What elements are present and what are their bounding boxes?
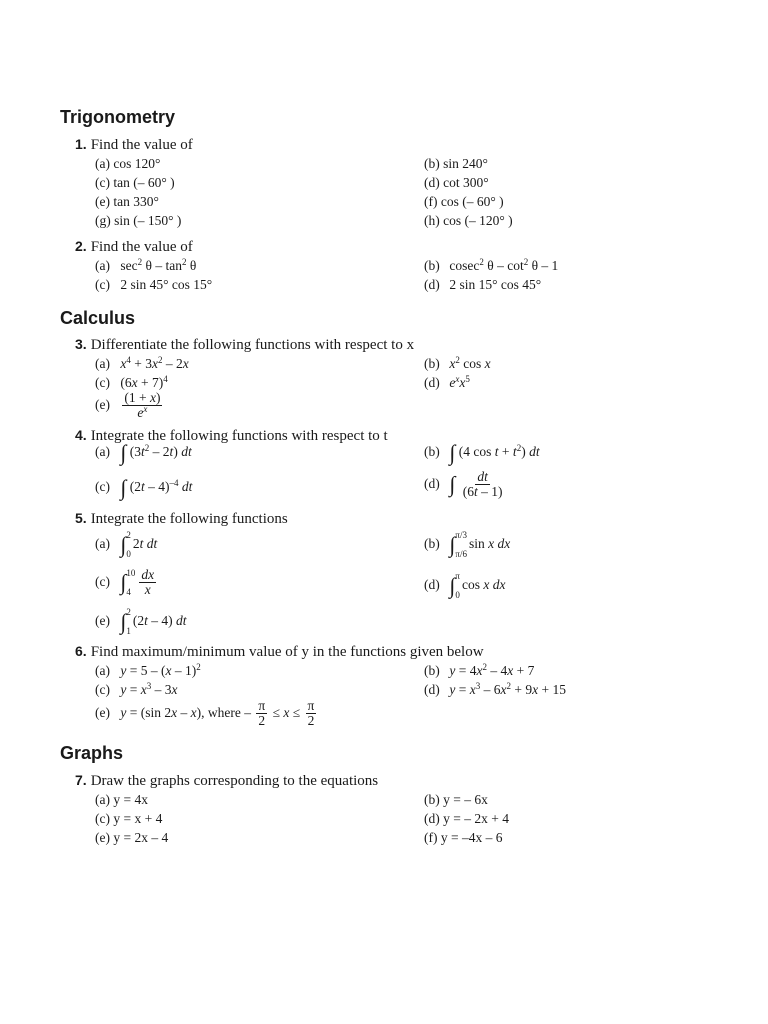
q1-item-g: (g) sin (– 150° ) xyxy=(95,213,182,228)
q4-item-a: (a) ∫ $(3t^2 - 2t)$ dt xyxy=(95,439,192,465)
q1-item-f: (f) cos (– 60° ) xyxy=(424,194,504,209)
q2-item-b: (b) cosec$^2$ θ – $\cot^2 \theta - 1$ xyxy=(424,257,559,273)
q3-item-b: (b) $x^2$ cos x xyxy=(424,355,491,371)
question-7: 7. Draw the graphs corresponding to the equations xyxy=(75,772,379,789)
q6-item-d: (d) $y = x^3 - 6x^2 + 9x + 15$ xyxy=(424,681,566,697)
q4-item-b: (b) ∫ (4 $\cos t + t^2$) dt xyxy=(424,439,540,465)
q7-item-a: (a) y = 4x xyxy=(95,792,148,807)
q1-item-c: (c) tan (– 60° ) xyxy=(95,175,175,190)
q6-item-b: (b) $y = 4x^2 - 4x + 7$ xyxy=(424,662,535,678)
q7-item-e: (e) y = 2x – 4 xyxy=(95,830,169,845)
q1-item-h: (h) cos (– 120° ) xyxy=(424,213,513,228)
q7-item-d: (d) y = – 2x + 4 xyxy=(424,811,509,826)
q2-item-a: (a) $\sec^2 \theta - \tan^2 \theta$ xyxy=(95,257,197,273)
q5-item-d: (d) ∫ π 0 cos x dx xyxy=(424,571,506,600)
question-6-text: Find maximum/minimum value of y in the functions given below xyxy=(90,644,484,660)
q5-item-b: (b) ∫ π/3 π/6 sin x dx xyxy=(424,530,511,559)
q7-item-c: (c) y = x + 4 xyxy=(95,811,163,826)
q4-item-c: (c) ∫ (2t – 4)$^{-4}$ dt xyxy=(95,474,193,500)
question-2-number: 2. xyxy=(75,238,87,254)
q1-item-d: (d) cot 300° xyxy=(424,175,489,190)
q1-item-b: (b) sin 240° xyxy=(424,156,488,171)
q5-item-a: (a) ∫ 2 0 2t dt xyxy=(95,530,158,559)
question-3-text: Differentiate the following functions with respect to x xyxy=(90,337,415,353)
question-1-text: Find the value of xyxy=(90,137,193,153)
q4-item-d: (d) ∫ $\frac{dt}{(6t - 1)}$ xyxy=(424,469,503,500)
q1-item-a: (a) cos 120° xyxy=(95,156,161,171)
question-3: 3. Differentiate the following functions with respect to x xyxy=(75,336,415,353)
question-6: 6. Find maximum/minimum value of y in the functions given below xyxy=(75,643,484,660)
q6-item-e: (e) y = (sin 2x – x), where – $\frac{\pi}{2}$ ≤ x ≤ $\frac{\pi}{2}$ xyxy=(95,698,315,729)
q6-item-c: (c) $y = x^3 - 3x$ xyxy=(95,681,178,697)
question-4-text: Integrate the following functions with respect to t xyxy=(90,428,388,444)
q6-item-a: (a) y = 5 – (x – 1)$^2$ xyxy=(95,662,201,678)
q2-item-d: (d) 2 sin 15° cos 45° xyxy=(424,277,542,292)
q2-item-c: (c) 2 sin 45° cos 15° xyxy=(95,277,213,292)
q3-item-e: (e) $\frac{(1 + x)}{e^x}$ xyxy=(95,390,161,421)
q7-item-b: (b) y = – 6x xyxy=(424,792,488,807)
question-2 xyxy=(75,238,193,256)
question-5-text: Integrate the following functions xyxy=(90,511,288,527)
q3-item-d: (d) $e^xx^5$ xyxy=(424,374,470,390)
section-heading-trigonometry: Trigonometry xyxy=(60,107,176,127)
q3-item-c: (c) $(6x + 7)^4$ xyxy=(95,374,168,390)
question-5: 5. Integrate the following functions xyxy=(75,510,288,527)
q3-item-a: (a) $x^4 + 3x^2 - 2x$ xyxy=(95,355,189,371)
question-7-text: Draw the graphs corresponding to the equations xyxy=(90,773,379,789)
question-2-text: Find the value of xyxy=(90,239,193,255)
question-1 xyxy=(75,136,193,154)
question-1-number: 1. xyxy=(75,136,87,152)
section-heading-graphs: Graphs xyxy=(60,743,124,763)
q1-item-e: (e) tan 330° xyxy=(95,194,159,209)
q5-item-c: (c) ∫ 10 4 $\frac{dx}{x}$ xyxy=(95,567,155,598)
section-heading-calculus: Calculus xyxy=(60,308,136,328)
question-4: 4. Integrate the following functions with respect to t xyxy=(75,427,388,444)
q5-item-e: (e) ∫ 2 1 (2t – 4) dt xyxy=(95,607,187,636)
q7-item-f: (f) y = –4x – 6 xyxy=(424,830,503,845)
